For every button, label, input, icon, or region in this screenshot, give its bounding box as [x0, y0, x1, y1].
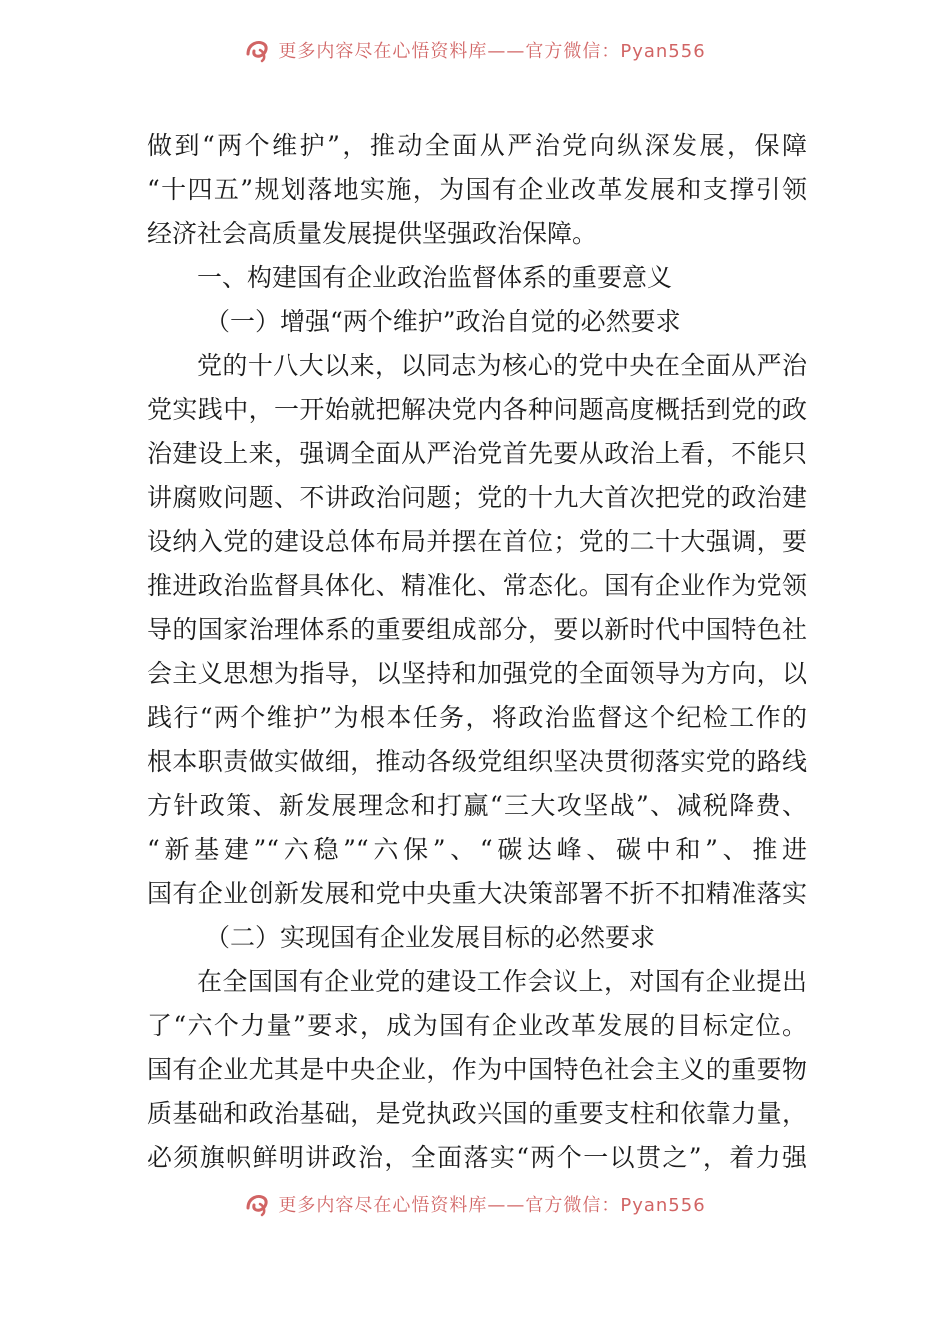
- text-line: [147, 168, 807, 212]
- text-line-content: 方针政策、新发展理念和打赢“三大攻坚战”、减税降费、: [147, 791, 807, 820]
- text-line-content: 经济社会高质量发展提供坚强政治保障。: [147, 219, 598, 248]
- text-line: [147, 300, 807, 344]
- text-line: [147, 212, 807, 256]
- text-line: [147, 388, 807, 432]
- document-body: [147, 124, 807, 1180]
- text-line: [147, 1136, 807, 1180]
- text-line: [147, 256, 807, 300]
- text-line-content: 党实践中，一开始就把解决党内各种问题高度概括到党的政: [147, 395, 807, 424]
- brand-logo-icon: [244, 40, 272, 64]
- text-line-content: 在全国国有企业党的建设工作会议上，对国有企业提出: [197, 967, 807, 996]
- text-line-content: 推进政治监督具体化、精准化、常态化。国有企业作为党领: [147, 571, 807, 600]
- text-line-content: （一）增强“两个维护”政治自觉的必然要求: [205, 307, 681, 336]
- text-line-content: 根本职责做实做细，推动各级党组织坚决贯彻落实党的路线: [147, 747, 807, 776]
- text-line: [147, 344, 807, 388]
- watermark-footer: [0, 1194, 950, 1234]
- text-line-content: 党的十八大以来，以同志为核心的党中央在全面从严治: [197, 351, 807, 380]
- text-line: [147, 432, 807, 476]
- text-line: [147, 608, 807, 652]
- text-line: [147, 696, 807, 740]
- text-line-content: 治建设上来，强调全面从严治党首先要从政治上看，不能只: [147, 439, 807, 468]
- text-line-content: 质基础和政治基础，是党执政兴国的重要支柱和依靠力量，: [147, 1099, 807, 1128]
- text-line: [147, 124, 807, 168]
- text-line-content: “十四五”规划落地实施，为国有企业改革发展和支撑引领: [147, 175, 807, 204]
- text-line: [147, 564, 807, 608]
- text-line: [147, 1048, 807, 1092]
- text-line-content: 必须旗帜鲜明讲政治，全面落实“两个一以贯之”，着力强: [147, 1143, 807, 1172]
- text-line: [147, 872, 807, 916]
- text-line: [147, 960, 807, 1004]
- text-line-content: 设纳入党的建设总体布局并摆在首位；党的二十大强调，要: [147, 527, 807, 556]
- text-line: [147, 1092, 807, 1136]
- text-line-content: 践行“两个维护”为根本任务，将政治监督这个纪检工作的: [147, 703, 807, 732]
- text-line-content: “新基建”“六稳”“六保”、“碳达峰、碳中和”、推进: [147, 835, 807, 864]
- watermark-header: [0, 40, 950, 80]
- text-line-content: 做到“两个维护”，推动全面从严治党向纵深发展，保障: [147, 131, 807, 160]
- text-line-content: 一、构建国有企业政治监督体系的重要意义: [197, 263, 673, 292]
- text-line: [147, 520, 807, 564]
- brand-logo-icon: [244, 1194, 272, 1218]
- text-line-content: 国有企业尤其是中央企业，作为中国特色社会主义的重要物: [147, 1055, 807, 1084]
- watermark-text: 更多内容尽在心悟资料库——官方微信：Pyan556: [278, 41, 706, 62]
- text-line: [147, 916, 807, 960]
- text-line: [147, 828, 807, 872]
- text-line-content: 讲腐败问题、不讲政治问题；党的十九大首次把党的政治建: [147, 483, 807, 512]
- text-line-content: 了“六个力量”要求，成为国有企业改革发展的目标定位。: [147, 1011, 807, 1040]
- text-line-content: 导的国家治理体系的重要组成部分，要以新时代中国特色社: [147, 615, 807, 644]
- text-line-content: （二）实现国有企业发展目标的必然要求: [205, 923, 656, 952]
- text-line: [147, 476, 807, 520]
- text-line: [147, 740, 807, 784]
- text-line: [147, 1004, 807, 1048]
- text-line-content: 国有企业创新发展和党中央重大决策部署不折不扣精准落实: [147, 879, 807, 908]
- text-line: [147, 652, 807, 696]
- watermark-text: 更多内容尽在心悟资料库——官方微信：Pyan556: [278, 1195, 706, 1216]
- text-line-content: 会主义思想为指导，以坚持和加强党的全面领导为方向，以: [147, 659, 807, 688]
- text-line: [147, 784, 807, 828]
